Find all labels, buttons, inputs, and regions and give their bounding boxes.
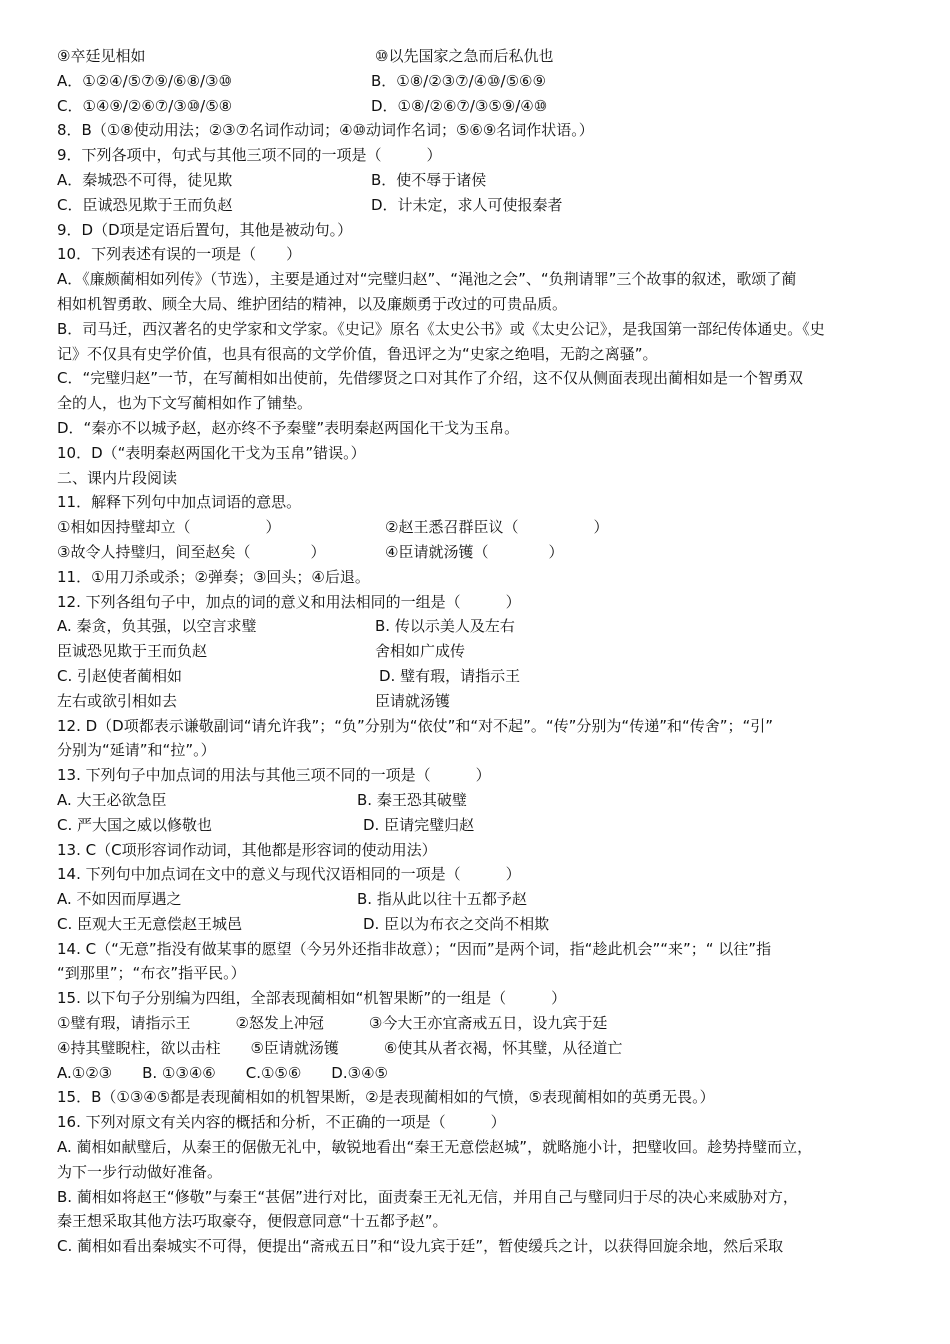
line-text: 记》不仅具有史学价值，也具有很高的文学价值，鲁迅评之为“史家之绝唱，无韵之离骚”。 xyxy=(57,344,658,363)
text-line xyxy=(57,317,907,342)
text-line xyxy=(57,466,907,491)
left-column-text: A．①②④/⑤⑦⑨/⑥⑧/③⑩ xyxy=(57,71,232,90)
left-column-text: 左右或欲引相如去 xyxy=(57,691,178,710)
line-text: 14. 下列句中加点词在文中的意义与现代汉语相同的一项是（ ） xyxy=(57,865,521,884)
left-column-text: A．秦城恐不可得，徒见欺 xyxy=(57,170,233,189)
text-line xyxy=(57,242,907,267)
option-row xyxy=(57,887,907,912)
text-line xyxy=(57,961,907,986)
text-line xyxy=(57,1085,907,1110)
line-text: 为下一步行动做好准备。 xyxy=(57,1162,223,1181)
line-text: 15. 以下句子分别编为四组，全部表现蔺相如“机智果断”的一组是（ ） xyxy=(57,989,567,1008)
line-text: 10．D（“表明秦赵两国化干戈为玉帛”错误。） xyxy=(57,443,366,462)
line-text: C．“完璧归赵”一节，在写蔺相如出使前，先借缪贤之口对其作了介绍，这不仅从侧面表现出蔺相如是一个智勇双 xyxy=(57,369,804,388)
line-text: 12. D（D项都表示谦敬副词“请允许我”；“负”分别为“依仗”和“对不起”。“传”分别为“传递”和“传舍”；“引” xyxy=(57,716,774,735)
option-row xyxy=(57,44,907,69)
left-column-text: C. 严大国之威以修敬也 xyxy=(57,815,213,834)
text-line xyxy=(57,292,907,317)
left-column-text: A. 不如因而厚遇之 xyxy=(57,890,182,909)
text-line xyxy=(57,714,907,739)
text-line xyxy=(57,1061,907,1086)
left-column-text: 臣诚恐见欺于王而负赵 xyxy=(57,642,208,661)
right-column-text: B．①⑧/②③⑦/④⑩/⑤⑥⑨ xyxy=(371,71,546,90)
line-text: ①璧有瑕，请指示王 ②怒发上冲冠 ③今大王亦宜斋戒五日，设九宾于廷 xyxy=(57,1014,608,1033)
option-row xyxy=(57,614,907,639)
right-column-text: 臣请就汤镬 xyxy=(375,691,451,710)
text-line xyxy=(57,416,907,441)
right-column-text: B. 传以示美人及左右 xyxy=(375,617,515,636)
right-column-text: D．①⑧/②⑥⑦/③⑤⑨/④⑩ xyxy=(371,96,548,115)
line-text: A．《廉颇蔺相如列传》（节选），主要是通过对“完璧归赵”、“渑池之会”、“负荆请罪”三个故事的叙述，歌颂了蔺 xyxy=(57,270,797,289)
text-line xyxy=(57,738,907,763)
option-row xyxy=(57,813,907,838)
line-text: 15．B（①③④⑤都是表现蔺相如的机智果断，②是表现蔺相如的气愤，⑤表现蔺相如的英勇无畏。） xyxy=(57,1088,715,1107)
text-line xyxy=(57,590,907,615)
line-text: B. 蔺相如将赵王“修敬”与秦王“甚倨”进行对比，面责秦王无礼无信，并用自己与璧同归于尽的决心来威胁对方， xyxy=(57,1187,798,1206)
line-text: 相如机智勇敢、顾全大局、维护团结的精神，以及廉颇勇于改过的可贵品质。 xyxy=(57,294,568,313)
right-column-text: 舍相如广成传 xyxy=(375,642,466,661)
text-line xyxy=(57,565,907,590)
text-line xyxy=(57,118,907,143)
line-text: B．司马迁，西汉著名的史学家和文学家。《史记》原名《太史公书》或《太史公记》，是我国第一部纪传体通史。《史 xyxy=(57,319,825,338)
option-row xyxy=(57,664,907,689)
right-column-text: D. 璧有瑕，请指示王 xyxy=(379,666,521,685)
text-line xyxy=(57,441,907,466)
right-column-text: D. 臣以为布衣之交尚不相欺 xyxy=(363,914,550,933)
option-row xyxy=(57,193,907,218)
option-row xyxy=(57,69,907,94)
line-text: 16. 下列对原文有关内容的概括和分析，不正确的一项是（ ） xyxy=(57,1113,506,1132)
left-column-text: A. 秦贪，负其强，以空言求璧 xyxy=(57,617,257,636)
text-line xyxy=(57,1135,907,1160)
left-column-text: ⑨卒廷见相如 xyxy=(57,47,146,65)
right-column-text: D．计未定，求人可使报秦者 xyxy=(371,195,563,214)
option-row xyxy=(57,639,907,664)
line-text: 13. C（C项形容词作动词，其他都是形容词的使动用法） xyxy=(57,840,437,859)
option-row xyxy=(57,168,907,193)
text-line xyxy=(57,1234,907,1259)
text-line xyxy=(57,1185,907,1210)
document-page xyxy=(57,44,907,1259)
line-text: 12. 下列各组句子中，加点的词的意义和用法相同的一组是（ ） xyxy=(57,592,521,611)
text-line xyxy=(57,1011,907,1036)
line-text: A. 蔺相如献璧后，从秦王的倨傲无礼中，敏锐地看出“秦王无意偿赵城”，就略施小计，把璧收回。趁势持璧而立， xyxy=(57,1138,813,1157)
line-text: C. 蔺相如看出秦城实不可得，便提出“斋戒五日”和“设九宾于廷”，暂使缓兵之计，以获得回旋余地，然后采取 xyxy=(57,1237,784,1256)
text-line xyxy=(57,143,907,168)
option-row xyxy=(57,94,907,119)
right-column-text: B. 指从此以往十五都予赵 xyxy=(357,890,527,909)
line-text: “到那里”；“布衣”指平民。） xyxy=(57,964,246,983)
left-column-text: C．臣诚恐见欺于王而负赵 xyxy=(57,195,233,214)
left-column-text: C. 引赵使者蔺相如 xyxy=(57,666,183,685)
left-column-text: C. 臣观大王无意偿赵王城邑 xyxy=(57,914,243,933)
line-text: 秦王想采取其他方法巧取豪夺，便假意同意“十五都予赵”。 xyxy=(57,1212,448,1231)
line-text: 9．D（D项是定语后置句，其他是被动句。） xyxy=(57,220,353,239)
line-text: 11．解释下列句中加点词语的意思。 xyxy=(57,493,302,512)
text-line xyxy=(57,267,907,292)
text-line xyxy=(57,1160,907,1185)
line-text: D．“秦亦不以城予赵，赵亦终不予秦璧”表明秦赵两国化干戈为玉帛。 xyxy=(57,418,520,437)
line-text: 9．下列各项中，句式与其他三项不同的一项是（ ） xyxy=(57,146,442,165)
option-row xyxy=(57,788,907,813)
text-line xyxy=(57,1110,907,1135)
text-line xyxy=(57,1209,907,1234)
left-column-text: ①相如因持璧却立（ ） xyxy=(57,518,281,537)
line-text: 二、课内片段阅读 xyxy=(57,468,178,487)
text-line xyxy=(57,986,907,1011)
left-column-text: A. 大王必欲急臣 xyxy=(57,790,167,809)
left-column-text: ③故令人持璧归，间至赵矣（ ） xyxy=(57,542,326,561)
line-text: ④持其璧睨柱，欲以击柱 ⑤臣请就汤镬 ⑥使其从者衣褐，怀其璧，从径道亡 xyxy=(57,1038,623,1057)
text-line xyxy=(57,391,907,416)
option-row xyxy=(57,540,907,565)
text-line xyxy=(57,862,907,887)
right-column-text: ②赵王悉召群臣议（ ） xyxy=(385,518,609,537)
line-text: 10．下列表述有误的一项是（ ） xyxy=(57,245,302,264)
line-text: 全的人，也为下文写蔺相如作了铺垫。 xyxy=(57,394,313,413)
line-text: 11．①用刀杀或杀；②弹奏；③回头；④后退。 xyxy=(57,567,370,586)
option-row xyxy=(57,689,907,714)
left-column-text: C．①④⑨/②⑥⑦/③⑩/⑤⑧ xyxy=(57,96,233,115)
right-column-text: B. 秦王恐其破璧 xyxy=(357,790,467,809)
text-line xyxy=(57,937,907,962)
text-line xyxy=(57,342,907,367)
right-column-text: ⑩以先国家之急而后私仇也 xyxy=(375,47,554,65)
right-column-text: B．使不辱于诸侯 xyxy=(371,170,487,189)
option-row xyxy=(57,912,907,937)
line-text: 14. C（“无意”指没有做某事的愿望（今另外还指非故意）；“因而”是两个词，指“趁此机会”“来”；“ 以往”指 xyxy=(57,939,772,958)
text-line xyxy=(57,490,907,515)
line-text: 13. 下列句子中加点词的用法与其他三项不同的一项是（ ） xyxy=(57,766,491,785)
right-column-text: D. 臣请完璧归赵 xyxy=(363,815,475,834)
line-text: 分别为“延请”和“拉”。） xyxy=(57,741,216,760)
text-line xyxy=(57,218,907,243)
line-text: A.①②③ B. ①③④⑥ C.①⑤⑥ D.③④⑤ xyxy=(57,1063,388,1082)
right-column-text: ④臣请就汤镬（ ） xyxy=(385,542,564,561)
text-line xyxy=(57,366,907,391)
text-line xyxy=(57,838,907,863)
option-row xyxy=(57,515,907,540)
text-line xyxy=(57,1036,907,1061)
line-text: 8．B（①⑧使动用法；②③⑦名词作动词；④⑩动词作名词；⑤⑥⑨名词作状语。） xyxy=(57,121,594,140)
text-line xyxy=(57,763,907,788)
